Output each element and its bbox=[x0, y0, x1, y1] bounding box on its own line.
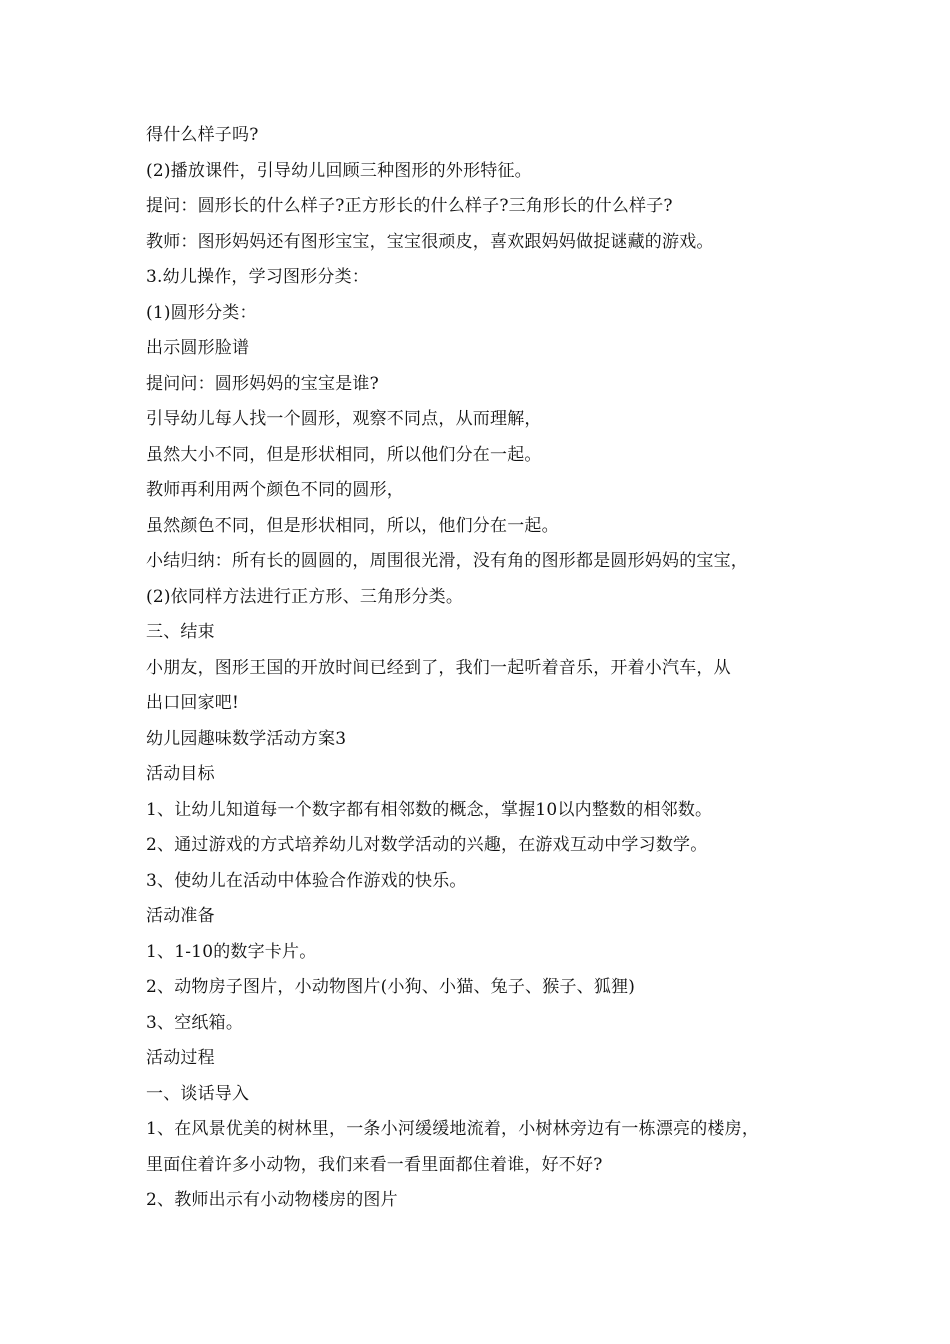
section-heading: 活动过程 bbox=[146, 1048, 215, 1068]
document-body bbox=[146, 118, 846, 1219]
list-item: 2、动物房子图片，小动物图片(小狗、小猫、兔子、猴子、狐狸) bbox=[146, 977, 636, 997]
text-line: 教师再利用两个颜色不同的圆形， bbox=[146, 480, 404, 500]
text-line: (2)依同样方法进行正方形、三角形分类。 bbox=[146, 586, 464, 607]
text-line: 3.幼儿操作，学习图形分类： bbox=[146, 267, 370, 287]
section-heading: 活动目标 bbox=[146, 764, 215, 784]
text-line: 提问问：圆形妈妈的宝宝是谁? bbox=[146, 373, 379, 394]
list-item: 3、空纸箱。 bbox=[146, 1012, 244, 1033]
section-heading: 三、结束 bbox=[146, 622, 215, 642]
list-item: 1、在风景优美的树林里，一条小河缓缓地流着，小树林旁边有一栋漂亮的楼房， bbox=[146, 1119, 760, 1139]
text-line: (2)播放课件，引导幼儿回顾三种图形的外形特征。 bbox=[146, 160, 532, 181]
text-line: (1)圆形分类： bbox=[146, 302, 257, 323]
list-item: 3、使幼儿在活动中体验合作游戏的快乐。 bbox=[146, 870, 467, 891]
text-line: 提问：圆形长的什么样子?正方形长的什么样子?三角形长的什么样子? bbox=[146, 196, 673, 216]
text-line: 得什么样子吗? bbox=[146, 125, 259, 145]
text-line: 小朋友，图形王国的开放时间已经到了，我们一起听着音乐，开着小汽车，从 bbox=[146, 657, 731, 678]
text-line: 出口回家吧! bbox=[146, 693, 240, 713]
section-heading: 活动准备 bbox=[146, 906, 215, 926]
text-line: 引导幼儿每人找一个圆形，观察不同点，从而理解， bbox=[146, 409, 542, 429]
text-line: 虽然大小不同，但是形状相同，所以他们分在一起。 bbox=[146, 444, 542, 465]
list-item: 1、1-10的数字卡片。 bbox=[146, 941, 317, 962]
list-item: 2、通过游戏的方式培养幼儿对数学活动的兴趣，在游戏互动中学习数学。 bbox=[146, 835, 708, 855]
text-line: 虽然颜色不同，但是形状相同，所以，他们分在一起。 bbox=[146, 515, 559, 536]
text-line: 里面住着许多小动物，我们来看一看里面都住着谁，好不好? bbox=[146, 1154, 603, 1175]
list-item: 1、让幼儿知道每一个数字都有相邻数的概念，掌握10以内整数的相邻数。 bbox=[146, 799, 713, 820]
list-item: 2、教师出示有小动物楼房的图片 bbox=[146, 1190, 398, 1210]
text-line: 教师：图形妈妈还有图形宝宝，宝宝很顽皮，喜欢跟妈妈做捉谜藏的游戏。 bbox=[146, 231, 714, 252]
text-line: 出示圆形脸谱 bbox=[146, 338, 250, 358]
text-line: 小结归纳：所有长的圆圆的，周围很光滑，没有角的图形都是圆形妈妈的宝宝， bbox=[146, 551, 748, 571]
section-heading: 一、谈话导入 bbox=[146, 1083, 250, 1104]
document-subtitle: 幼儿园趣味数学活动方案3 bbox=[146, 728, 347, 749]
